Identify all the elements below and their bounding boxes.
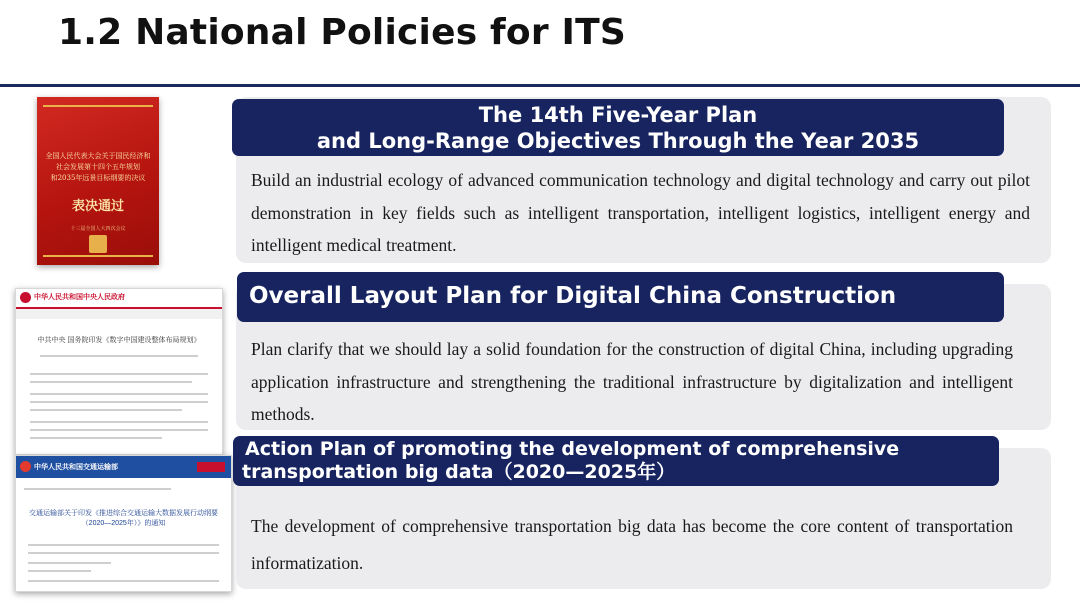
breadcrumb-line bbox=[24, 488, 171, 490]
panel-body-digital-china: Plan clarify that we should lay a solid foundation for the construction of digital China, including upgrading application infrastructure and strengthening the traditional infrastructure by digitalization and intelligent methods. bbox=[251, 339, 1013, 424]
book-stamp-title: 表决通过 bbox=[71, 199, 124, 214]
text-line bbox=[30, 421, 208, 423]
text-line bbox=[30, 437, 162, 439]
panel-header-five-year-plan bbox=[232, 99, 1004, 156]
search-box bbox=[197, 462, 225, 472]
panel-body-transport-big-data: The development of comprehensive transportation big data has become the core content of transportation informatization. bbox=[251, 516, 1013, 573]
text-line bbox=[30, 429, 208, 431]
text-line bbox=[30, 373, 208, 375]
panel-header-text: Overall Layout Plan for Digital China Construction bbox=[249, 283, 897, 309]
webpage-nav-bar bbox=[16, 309, 222, 319]
book-cover-text bbox=[45, 151, 151, 184]
ministry-emblem-icon bbox=[20, 461, 31, 472]
webpage-headline: 中共中央 国务院印发《数字中国建设整体布局规划》 bbox=[37, 337, 201, 344]
book-line-2: 社会发展第十四个五年规划 bbox=[56, 163, 140, 171]
gov-webpage-screenshot bbox=[15, 288, 223, 455]
slide-title: 1.2 National Policies for ITS bbox=[58, 12, 627, 53]
panel-header-transport-big-data bbox=[233, 436, 999, 486]
book-footer: 十三届全国人大四次会议 bbox=[70, 226, 126, 232]
text-line bbox=[30, 381, 192, 383]
text-line bbox=[30, 409, 182, 411]
text-line bbox=[28, 544, 219, 546]
ministry-webpage-screenshot bbox=[15, 455, 232, 592]
panel-header-line-2: and Long-Range Objectives Through the Year 2035 bbox=[316, 129, 920, 153]
text-line bbox=[30, 393, 208, 395]
panel-header-line-1: The 14th Five-Year Plan bbox=[478, 103, 758, 127]
plan-book-cover-image bbox=[37, 97, 159, 265]
book-line-3: 和2035年远景目标纲要的决议 bbox=[50, 174, 146, 182]
webpage-site-name: 中华人民共和国交通运输部 bbox=[34, 464, 118, 471]
text-line bbox=[40, 355, 198, 357]
webpage-site-name: 中华人民共和国中央人民政府 bbox=[34, 294, 125, 301]
text-line bbox=[28, 562, 111, 564]
webpage-header bbox=[16, 289, 222, 309]
text-line bbox=[28, 552, 219, 554]
title-divider bbox=[0, 84, 1080, 87]
gold-border-bottom bbox=[43, 255, 153, 257]
national-emblem-icon bbox=[20, 292, 31, 303]
webpage-headline: 交通运输部关于印发《推进综合交通运输大数据发展行动纲要（2020—2025年）》的通知 bbox=[29, 510, 218, 527]
text-line bbox=[30, 401, 208, 403]
publisher-seal-icon bbox=[89, 235, 107, 253]
text-line bbox=[28, 570, 91, 572]
text-line bbox=[28, 580, 219, 582]
book-line-1: 全国人民代表大会关于国民经济和 bbox=[45, 152, 151, 160]
panel-header-line-1: Action Plan of promoting the development of comprehensive bbox=[245, 438, 900, 460]
gold-border-top bbox=[43, 105, 153, 107]
panel-header-line-2: transportation big data（2020—2025年） bbox=[242, 461, 676, 483]
panel-header-digital-china bbox=[237, 272, 1004, 322]
panel-body-five-year-plan: Build an industrial ecology of advanced communication technology and digital technology and carry out pilot demonstration in key fields such as intelligent transportation, intelligent logistics, intelligent energy and intelligent medical treatment. bbox=[251, 170, 1030, 255]
webpage-header bbox=[16, 456, 231, 478]
